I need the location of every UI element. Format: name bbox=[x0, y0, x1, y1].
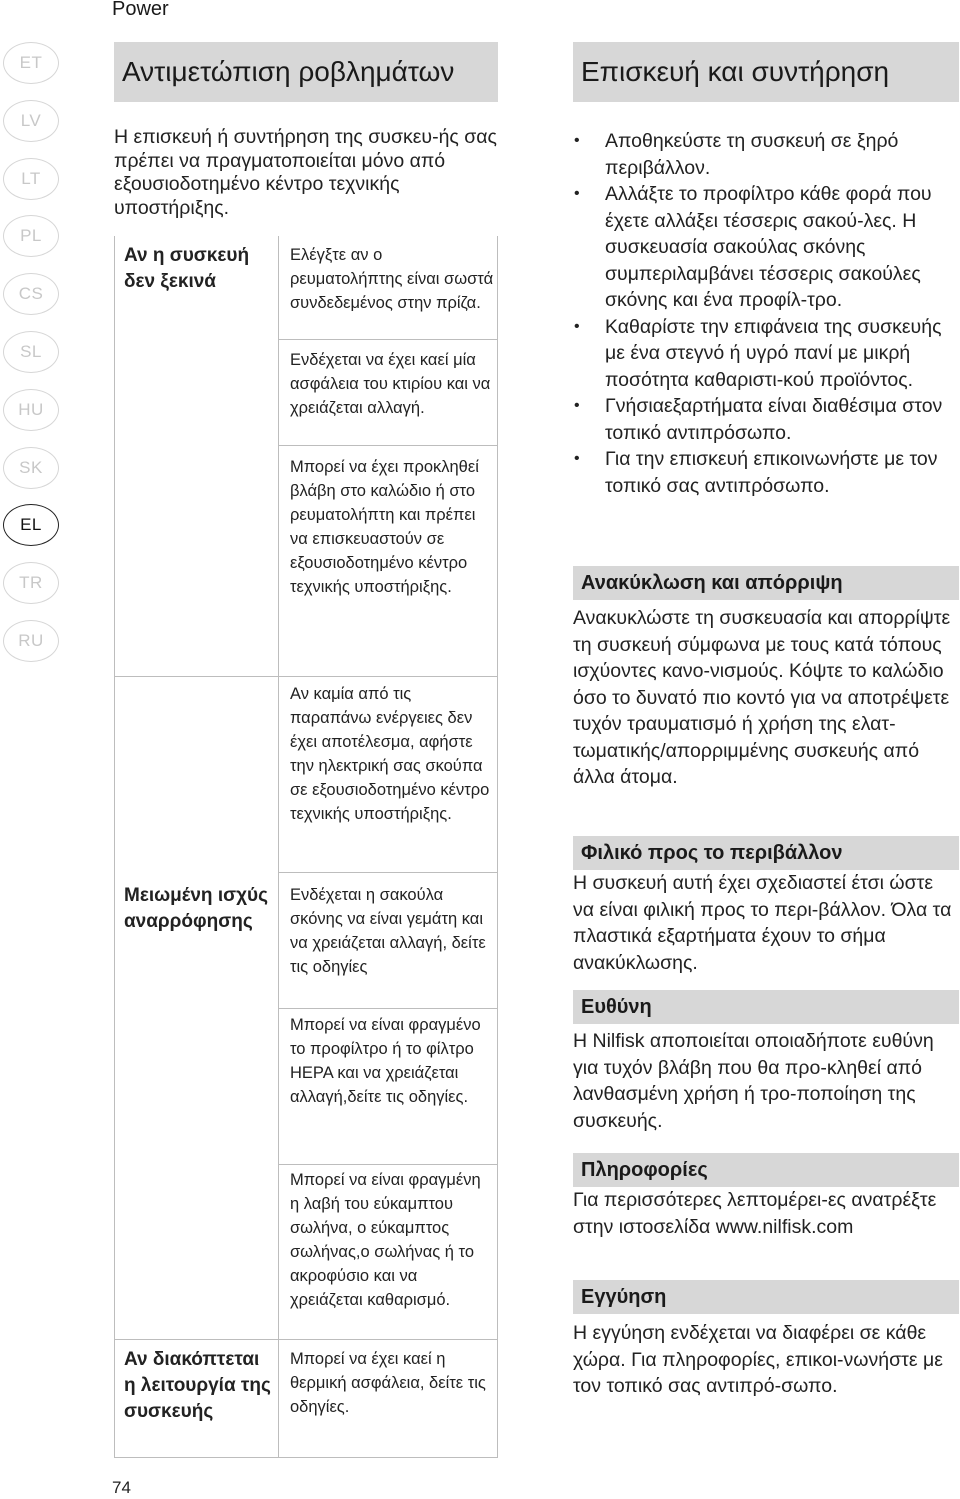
solution-divider bbox=[278, 1008, 498, 1009]
table-row-divider bbox=[114, 676, 498, 677]
liability-text: Η Nilfisk αποποιείται οποιαδήποτε ευθύνη για τυχόν βλάβη που θα προ-κληθεί από λανθασμένη χρήση ή τρο-ποποίηση της συσκευής. bbox=[573, 1030, 934, 1132]
warranty-title: Εγγύηση bbox=[581, 1285, 667, 1308]
information-text: Για περισσότερες λεπτομέρει-ες ανατρέξτε στην ιστοσελίδα www.nilfisk.com bbox=[573, 1189, 937, 1238]
maintenance-list bbox=[573, 128, 959, 499]
table-row-divider bbox=[114, 1339, 498, 1340]
information-heading bbox=[573, 1153, 959, 1187]
bullet-icon: • bbox=[574, 397, 580, 414]
solution-divider bbox=[278, 872, 498, 873]
solution-divider bbox=[278, 1164, 498, 1165]
environment-title: Φιλικό προς το περιβάλλον bbox=[581, 841, 843, 864]
bullet-icon: • bbox=[574, 132, 580, 149]
language-tab-pl[interactable]: PL bbox=[3, 215, 59, 257]
page-number: 74 bbox=[112, 1478, 131, 1497]
list-item: • Για την επισκευή επικοινωνήστε με τον τοπικό σας αντιπρόσωπο. bbox=[574, 448, 938, 497]
table-bottom-border bbox=[114, 1457, 498, 1458]
maintenance-title: Επισκευή και συντήρηση bbox=[581, 56, 890, 87]
language-tab-lt[interactable]: LT bbox=[3, 158, 59, 200]
troubleshooting-title: Αντιμετώπιση ροβλημάτων bbox=[122, 56, 455, 87]
language-tab-hu[interactable]: HU bbox=[3, 389, 59, 431]
language-tab-el[interactable]: EL bbox=[3, 504, 59, 546]
solution-divider bbox=[278, 445, 498, 446]
problem-no-start: Αν η συσκευή δεν ξεκινά bbox=[124, 245, 250, 292]
language-tab-et[interactable]: ET bbox=[3, 42, 59, 84]
problem-reduced-suction: Μειωμένη ισχύς αναρρόφησης bbox=[124, 885, 268, 932]
running-header-title: Power bbox=[112, 0, 169, 20]
bullet-icon: • bbox=[574, 185, 580, 202]
solution-cable-damage: Μπορεί να έχει προκληθεί βλάβη στο καλώδιο ή στο ρευματολήπτη και πρέπει να επισκευαστούν σε εξουσιοδοτημένο κέντρο τεχνικής υποστήριξης. bbox=[290, 458, 479, 596]
environment-heading bbox=[573, 836, 959, 870]
language-tab-sl[interactable]: SL bbox=[3, 331, 59, 373]
troubleshooting-heading bbox=[114, 42, 498, 102]
troubleshooting-intro: Η επισκευή ή συντήρηση της συσκευ-ής σας πρέπει να πραγματοποιείται μόνο από εξουσιοδοτημένο κέντρο τεχνικής υποστήριξης. bbox=[114, 126, 497, 219]
table-column-divider bbox=[278, 236, 279, 1458]
solution-building-fuse: Ενδέχεται να έχει καεί μία ασφάλεια του κτιρίου και να χρειάζεται αλλαγή. bbox=[290, 351, 491, 417]
recycling-text: Ανακυκλώστε τη συσκευασία και απορρίψτε τη συσκευή σύμφωνα με τους κατά τόπους ισχύοντες κανο-νισμούς. Κόψτε το καλώδιο όσο το δυνατό πιο κοντό για να αποτρέψετε τυχόν τραυματισμό ή χρήση της ελατ-τωματικής/απορριμμένης συσκευής από άλλα άτομα. bbox=[573, 607, 951, 788]
warranty-text: Η εγγύηση ενδέχεται να διαφέρει σε κάθε χώρα. Για πληροφορίες, επικοι-νωνήστε με τον τοπικό σας αντιπρό-σωπο. bbox=[573, 1322, 943, 1397]
warranty-heading bbox=[573, 1280, 959, 1314]
language-tab-sk[interactable]: SK bbox=[3, 447, 59, 489]
solution-hose-blocked: Μπορεί να είναι φραγμένη η λαβή του εύκαμπτου σωλήνα, ο εύκαμπτος σωλήνας,ο σωλήνας ή το ακροφύσιο και να χρειάζεται καθαρισμό. bbox=[290, 1171, 481, 1309]
list-item: • Γνήσιαεξαρτήματα είναι διαθέσιμα στον τοπικό αντιπρόσωπο. bbox=[574, 395, 943, 444]
solution-dust-bag-full: Ενδέχεται η σακούλα σκόνης να είναι γεμάτη και να χρειάζεται αλλαγή, δείτε τις οδηγίες bbox=[290, 886, 486, 976]
solution-filter-blocked: Μπορεί να είναι φραγμένο το προφίλτρο ή το φίλτρο HEPA και να χρειάζεται αλλαγή,δείτε τις οδηγίες. bbox=[290, 1016, 481, 1106]
bullet-icon: • bbox=[574, 450, 580, 467]
list-item: • Αποθηκεύστε τη συσκευή σε ξηρό περιβάλλον. bbox=[574, 130, 899, 179]
problem-stops-working: Αν διακόπτεται η λειτουργία της συσκευής bbox=[124, 1349, 271, 1422]
information-title: Πληροφορίες bbox=[581, 1158, 708, 1181]
solution-service-center: Αν καμία από τις παραπάνω ενέργειες δεν έχει αποτέλεσμα, αφήστε την ηλεκτρική σας σκούπα σε εξουσιοδοτημένο κέντρο τεχνικής υποστήριξης. bbox=[290, 685, 490, 823]
maintenance-heading bbox=[573, 42, 959, 102]
language-tab-lv[interactable]: LV bbox=[3, 100, 59, 142]
liability-heading bbox=[573, 990, 959, 1024]
table-right-border bbox=[497, 236, 498, 1458]
list-item: • Αλλάξτε το προφίλτρο κάθε φορά που έχετε αλλάξει τέσσερις σακού-λες. Η συσκευασία σακούλας σκόνης συμπεριλαμβάνει τέσσερις σακούλες σκόνης και ένα προφίλ-τρο. bbox=[574, 183, 932, 311]
solution-thermal-fuse: Μπορεί να έχει καεί η θερμική ασφάλεια, δείτε τις οδηγίες. bbox=[290, 1350, 486, 1416]
list-item: • Καθαρίστε την επιφάνεια της συσκευής με ένα στεγνό ή υγρό πανί με μικρή ποσότητα καθαριστι-κού προϊόντος. bbox=[574, 315, 942, 391]
solution-divider bbox=[278, 339, 498, 340]
bullet-icon: • bbox=[574, 317, 580, 335]
recycling-title: Ανακύκλωση και απόρριψη bbox=[581, 571, 843, 594]
recycling-heading bbox=[573, 566, 959, 600]
environment-text: Η συσκευή αυτή έχει σχεδιαστεί έτσι ώστε να είναι φιλική προς το περι-βάλλον. Όλα τα πλαστικά εξαρτήματα έχουν το σήμα ανακύκλωσης. bbox=[573, 872, 952, 974]
liability-title: Ευθύνη bbox=[581, 995, 652, 1018]
language-tab-ru[interactable]: RU bbox=[3, 620, 59, 662]
language-tab-cs[interactable]: CS bbox=[3, 273, 59, 315]
solution-check-plug: Ελέγξτε αν ο ρευματολήπτης είναι σωστά συνδεδεμένος στην πρίζα. bbox=[290, 246, 494, 312]
language-tab-tr[interactable]: TR bbox=[3, 562, 59, 604]
